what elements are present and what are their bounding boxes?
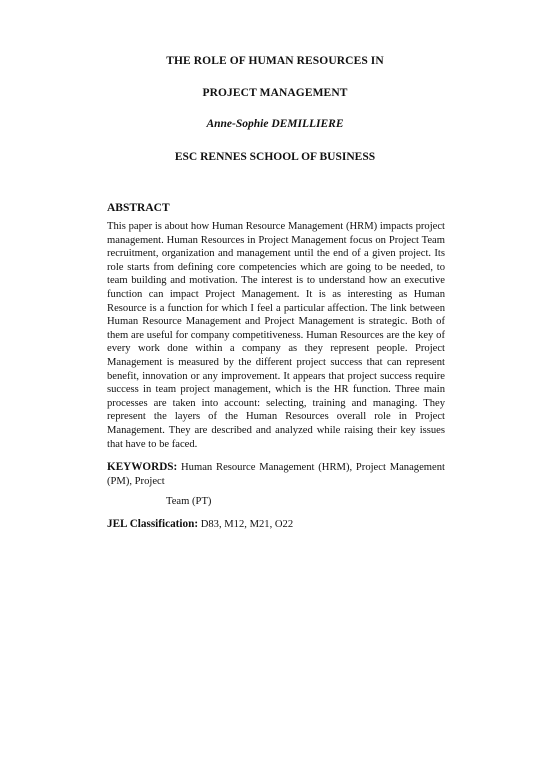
paper-title-line-1: THE ROLE OF HUMAN RESOURCES IN	[166, 55, 384, 67]
jel-label: JEL Classification:	[107, 518, 199, 530]
abstract-body: This paper is about how Human Resource Management (HRM) impacts project management. Human Resources in Project Management focus on Project Team recruitment, organization and management until the end of a given project. Its role starts from defining core competencies which are going to be needed, to team building and motivation. The interest is to understand how an executive function can impact Project Management. It is as interesting as Human Resource is a function for which I feel a particular affection. The link between Human Resource Management and Project Management is strategic. Both of them are useful for company competitiveness. Human Resources are the key of every work done within a company as they represent people. Project Management is measured by the different project success that can represent benefit, innovation or any improvement. It appears that project success require success in team project management, which is the HR function. Three main processes are taken into account: selecting, training and managing. They represent the layers of the Human Resources overall role in Project Management. They are described and analyzed while raising their key issues that have to be faced.	[107, 221, 445, 450]
paper-title-line-2: PROJECT MANAGEMENT	[202, 87, 348, 99]
keywords-continuation: Team (PT)	[166, 496, 212, 507]
jel-classification	[107, 518, 293, 530]
abstract-heading: ABSTRACT	[107, 202, 170, 214]
keywords-text: Human Resource Management (HRM), Project Management (PM), Project	[107, 462, 445, 487]
author-name: Anne-Sophie DEMILLIERE	[206, 118, 344, 130]
jel-codes: D83, M12, M21, O22	[200, 519, 294, 530]
author-affiliation: ESC RENNES SCHOOL OF BUSINESS	[174, 151, 376, 163]
keywords-label: KEYWORDS:	[107, 461, 178, 473]
keywords-paragraph	[107, 460, 445, 489]
